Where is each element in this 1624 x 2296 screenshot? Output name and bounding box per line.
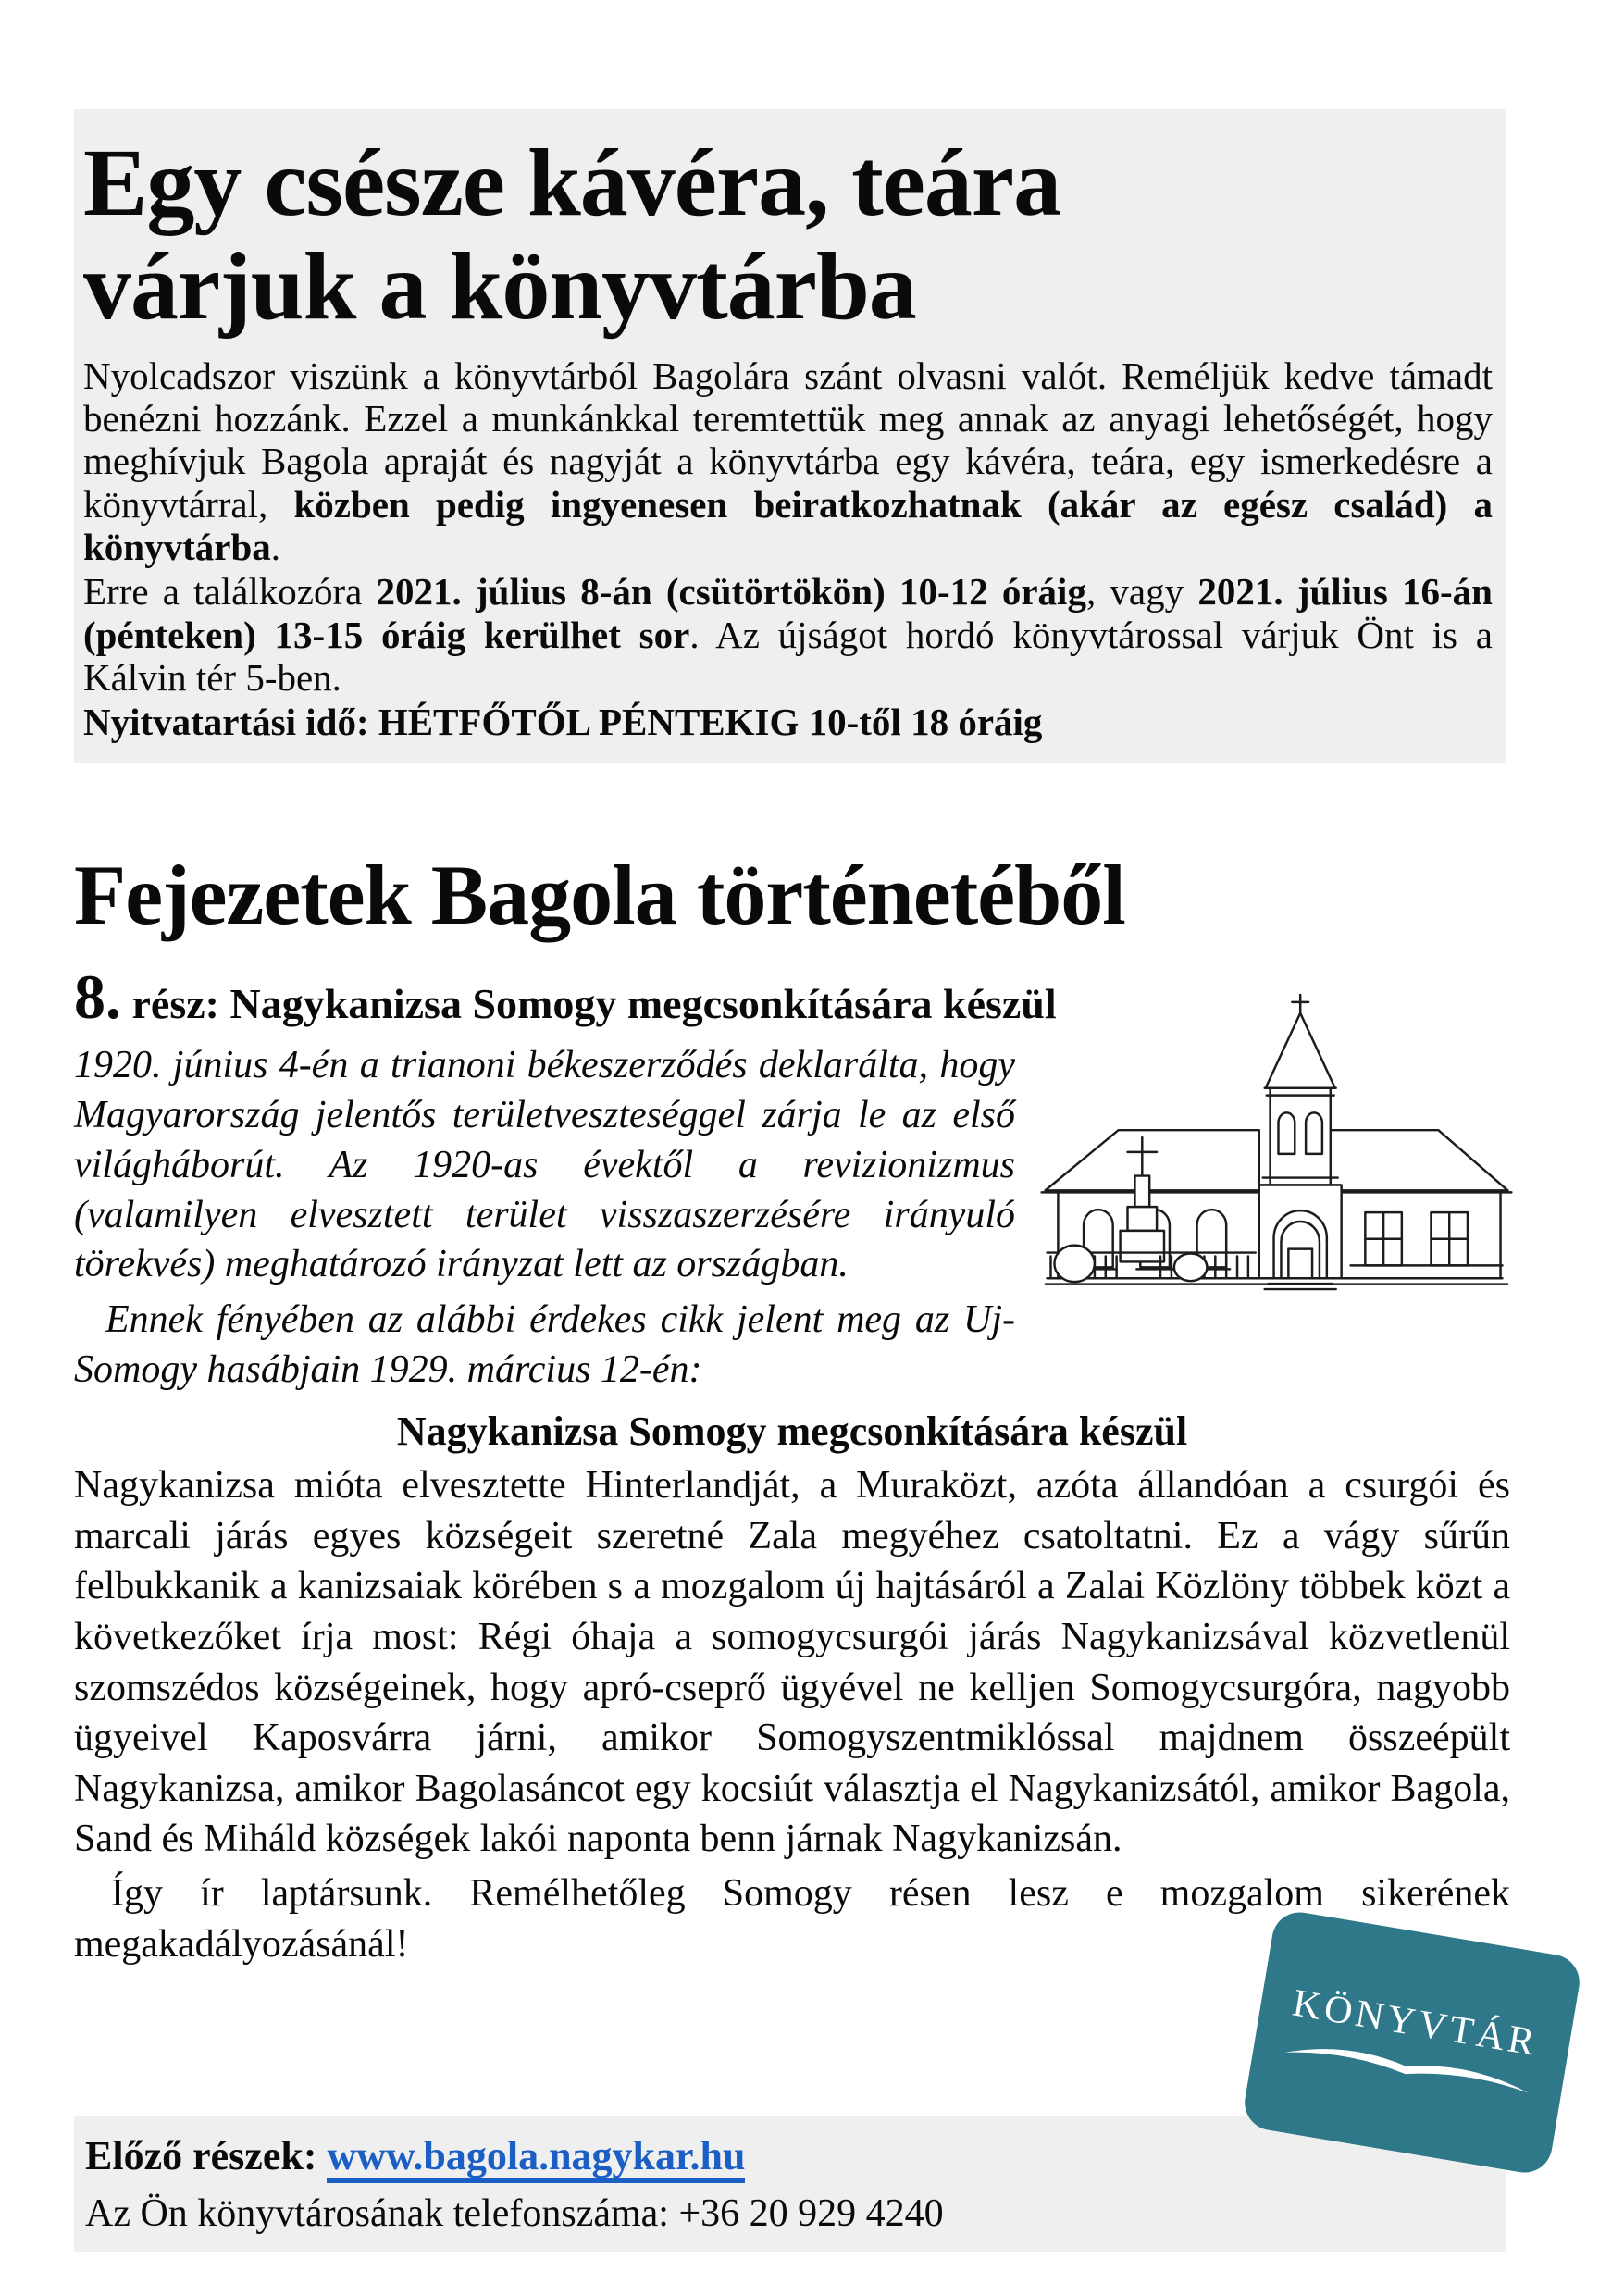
previous-parts-label: Előző részek: <box>85 2133 328 2178</box>
part-number: 8. <box>74 962 121 1033</box>
intro-p2-date2: 2021. július 16-án (pénteken) 13-15 óráig kerülhet sor <box>83 570 1493 656</box>
intro-p1-end: . <box>270 525 281 568</box>
church-illustration <box>1039 993 1516 1295</box>
article-section <box>74 850 1510 1969</box>
article-subheading: Nagykanizsa Somogy megcsonkítására készül <box>396 1408 1188 1454</box>
intro-p2-text-c: . Az újságot hordó könyvtárossal várjuk Önt is a Kálvin tér 5-ben. <box>83 613 1493 699</box>
lead-1-text: 1920. június 4-én a trianoni békeszerződés deklarálta, hogy Magyarország jelentős területveszteséggel zárja le az első világháborút. Az 1920-as évektől a revizionizmus (valamilyen elvesztett terület visszaszerzésére irányuló törekvés) meghatározó irányzat lett az országban. <box>74 1044 1015 1286</box>
page-title-line1: Egy csésze kávéra, teára <box>83 130 1061 236</box>
library-logo <box>1251 1927 1584 2167</box>
article-heading: Fejezetek Bagola történetéből <box>74 848 1125 942</box>
lead-paragraph-1 <box>74 1041 1510 1290</box>
page-title-line2: várjuk a könyvtárba <box>83 233 916 341</box>
intro-section <box>74 109 1506 763</box>
previous-parts-link[interactable]: www.bagola.nagykar.hu <box>327 2133 745 2183</box>
intro-p1-text: Nyolcadszor viszünk a könyvtárból Bagolára szánt olvasni valót. Reméljük kedve támadt benézni hozzánk. Ezzel a munkánkkal teremtettük meg annak az anyagi lehetőségét, hogy meghívjuk Bagola apraját és nagyját a könyvtárba egy kávéra, teára, egy ismerkedésre a könyvtárral, <box>83 354 1493 526</box>
opening-hours-line <box>83 701 1493 743</box>
library-logo-text: KÖNYVTÁR <box>1289 1981 1542 2066</box>
phone-line: Az Ön könyvtárosának telefonszáma: +36 20 929 4240 <box>85 2191 944 2235</box>
intro-p2-date1: 2021. július 8-án (csütörtökön) 10-12 óráig <box>376 570 1086 614</box>
page-title <box>83 131 1493 340</box>
intro-p2-text-b: , vagy <box>1085 570 1198 614</box>
intro-paragraph-2 <box>83 570 1493 699</box>
intro-p2-text-a: Erre a találkozóra <box>83 570 377 614</box>
lead-paragraph-2: Ennek fényében az alábbi érdekes cikk jelent meg az Uj-Somogy hasábjain 1929. március 12-én: <box>74 1298 1015 1391</box>
article-body-1: Nagykanizsa mióta elvesztette Hinterlandját, a Muraközt, azóta állandóan a csurgói és marcali járás egyes községeit szeretné Zala megyéhez csatoltatni. Ez a vágy sűrűn felbukkanik a kanizsaiak körében s a mozgalom új hajtásáról a Zalai Közlöny többek közt a következőket írja most: Régi óhaja a somogycsurgói járás Nagykanizsával közvetlenül szomszédos községeinek, hogy apró-cseprő ügyével ne kelljen Somogycsurgóra, nagyobb ügyeivel Kaposvárra járni, amikor Somogyszentmiklóssal majdnem összeépült Nagykanizsa, amikor Bagolasáncot egy kocsiút választja el Nagykanizsától, amikor Bagola, Sand és Miháld községek lakói naponta benn járnak Nagykanizsán. <box>74 1464 1510 1861</box>
intro-paragraph-1 <box>83 354 1493 569</box>
opening-hours-text: Nyitvatartási idő: HÉTFŐTŐL PÉNTEKIG 10-től 18 óráig <box>83 701 1043 744</box>
part-title: rész: Nagykanizsa Somogy megcsonkítására készül <box>121 980 1057 1028</box>
article-body-2: Így ír laptársunk. Remélhetőleg Somogy résen lesz e mozgalom sikerének megakadályozásánál! <box>74 1871 1510 1966</box>
library-logo-card <box>1241 1908 1584 2177</box>
intro-p1-bold: közben pedig ingyenesen beiratkozhatnak (akár az egész család) a könyvtárba <box>83 482 1493 568</box>
